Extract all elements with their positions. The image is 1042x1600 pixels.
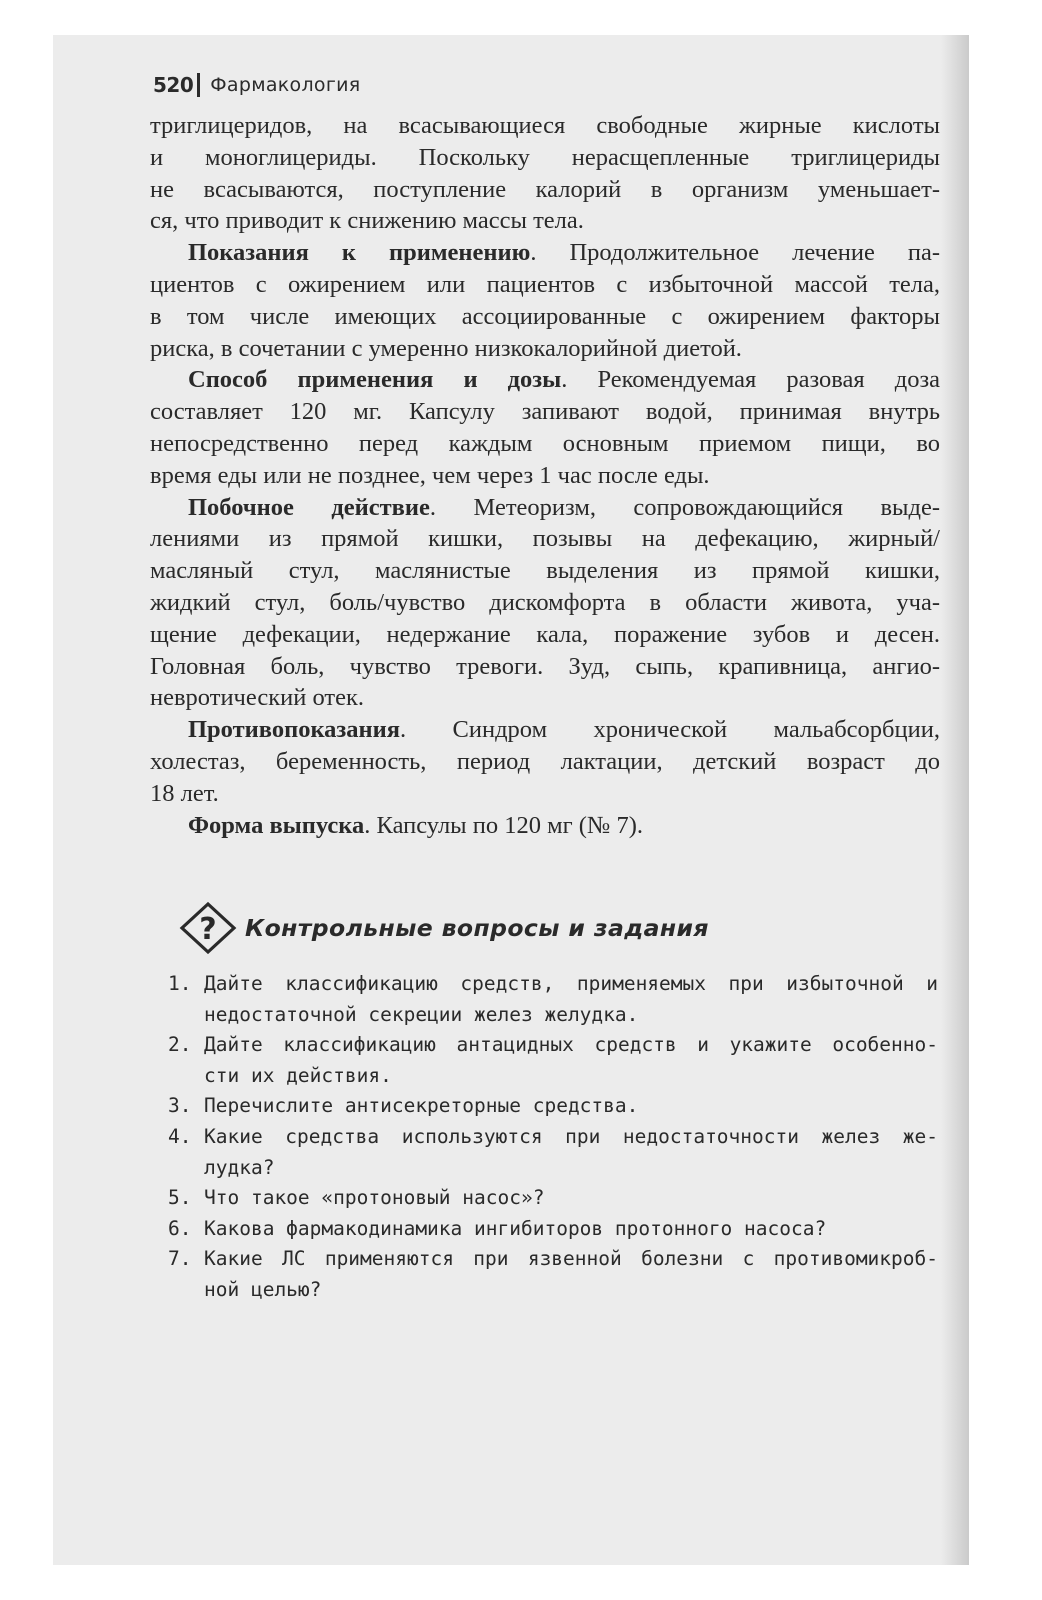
question-number: 4. [168,1124,192,1148]
text-line: циентов с ожирением или пациентов с избыточной массой тела, [150,270,940,298]
text-line: и моноглицериды. Поскольку нерасщепленные триглицериды [150,143,940,171]
list-item [168,1244,938,1305]
paragraph-side-effects [150,492,940,524]
running-head [153,71,361,99]
question-text [204,1030,938,1091]
questions-list [168,969,938,1306]
question-line: Какие средства используются при недостаточности желез же- [204,1124,938,1148]
list-item [168,1030,938,1091]
paragraph-text: . Продолжительное лечение па- [530,239,940,267]
text-line: лениями из прямой кишки, позывы на дефекацию, жирный/ [150,525,940,553]
question-line: ной целью? [204,1277,322,1301]
text-line: 18 лет. [150,779,219,807]
question-text [204,1122,938,1183]
text-line: не всасываются, поступление калорий в организм уменьшает- [150,175,940,203]
text-line: щение дефекации, недержание кала, поражение зубов и десен. [150,620,940,648]
book-title: Фармакология [210,74,361,96]
paragraph-dosage [150,364,940,396]
list-item [168,969,938,1030]
header-divider [197,73,200,97]
text-line: Головная боль, чувство тревоги. Зуд, сыпь, крапивница, ангио- [150,652,940,680]
question-text [204,1183,938,1214]
paragraph-heading: Показания к применению [188,239,531,267]
paragraph-heading: Форма выпуска [188,811,365,839]
paragraph-heading: Противопоказания [188,716,401,744]
page-gutter-shadow [941,35,969,1565]
book-page [53,35,969,1565]
paragraph-text: . Синдром хронической мальабсорбции, [400,716,940,744]
question-text [204,969,938,1030]
paragraph-text: . Капсулы по 120 мг (№ 7). [364,811,643,839]
paragraph-heading: Побочное действие [188,493,430,521]
paragraph-release-form [150,810,940,842]
list-item [168,1091,938,1122]
text-line: риска, в сочетании с умеренно низкокалорийной диетой. [150,334,742,362]
question-line: Что такое «протоновый насос»? [204,1186,545,1210]
question-diamond-icon [177,901,239,955]
question-line: Перечислите антисекреторные средства. [204,1094,639,1118]
question-number: 5. [168,1186,192,1210]
question-line: Дайте классификацию средств, применяемых при избыточной и [204,972,938,995]
paragraph-contraindications [150,714,940,746]
section-title: Контрольные вопросы и задания [245,914,709,942]
question-line: недостаточной секреции желез желудка. [204,1002,639,1026]
list-item [168,1122,938,1183]
list-item [168,1183,938,1214]
question-number: 3. [168,1094,192,1118]
text-line: в том числе имеющих ассоциированные с ожирением факторы [150,302,940,330]
text-line: невротический отек. [150,684,365,712]
body-text [150,110,940,841]
paragraph-text: . Рекомендуемая разовая доза [561,366,940,394]
page-number: 520 [153,73,194,97]
paragraph-indications [150,237,940,269]
question-line: лудка? [204,1155,275,1179]
question-number: 7. [168,1247,192,1271]
question-line: Какова фармакодинамика ингибиторов протонного насоса? [204,1216,827,1240]
text-line: холестаз, беременность, период лактации, детский возраст до [150,747,940,775]
paragraph-heading: Способ применения и дозы [188,366,562,394]
list-item [168,1214,938,1245]
text-line: триглицеридов, на всасывающиеся свободные жирные кислоты [150,112,940,139]
question-line: Дайте классификацию антацидных средств и укажите особенно- [204,1033,938,1057]
text-line: жидкий стул, боль/чувство дискомфорта в области живота, уча- [150,588,940,616]
review-questions-heading [177,901,709,955]
question-number: 1. [168,972,192,995]
text-line: масляный стул, маслянистые выделения из прямой кишки, [150,557,940,585]
question-number: 2. [168,1033,192,1057]
text-line: ся, что приводит к снижению массы тела. [150,207,584,235]
question-line: сти их действия. [204,1063,392,1087]
text-line: время еды или не позднее, чем через 1 час после еды. [150,461,710,489]
question-number: 6. [168,1216,192,1240]
question-text [204,1214,938,1245]
question-text [204,1244,938,1305]
text-line: составляет 120 мг. Капсулу запивают водой, принимая внутрь [150,398,940,426]
question-text [204,1091,938,1122]
question-line: Какие ЛС применяются при язвенной болезни с противомикроб- [204,1247,938,1271]
svg-text:?: ? [199,912,217,947]
paragraph-text: . Метеоризм, сопровождающийся выде- [429,493,941,521]
text-line: непосредственно перед каждым основным приемом пищи, во [150,429,940,457]
